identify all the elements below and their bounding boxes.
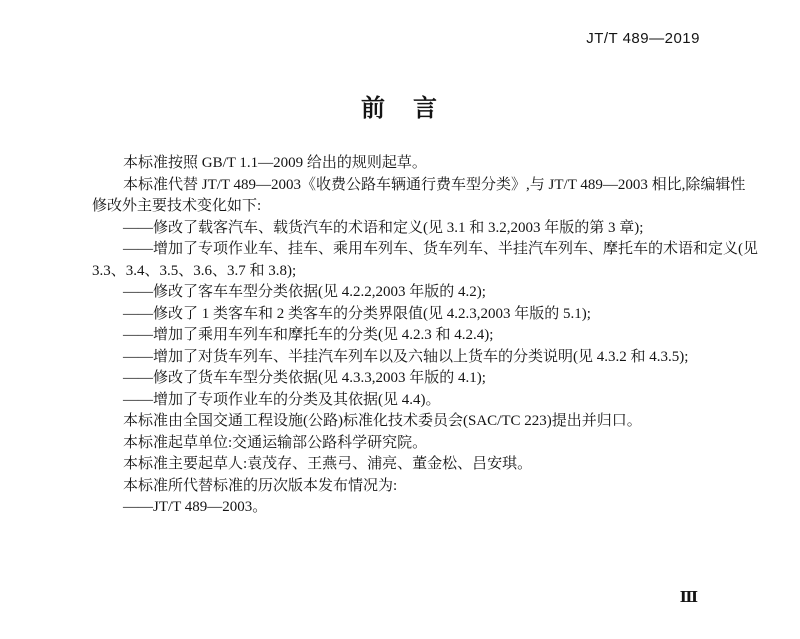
foreword-line: 本标准按照 GB/T 1.1—2009 给出的规则起草。	[123, 155, 427, 171]
foreword-line: ——修改了货车车型分类依据(见 4.3.3,2003 年版的 4.1);	[123, 370, 486, 386]
page-title: 前 言	[361, 95, 439, 122]
foreword-line: ——修改了客车车型分类依据(见 4.2.2,2003 年版的 4.2);	[123, 284, 486, 300]
foreword-line: ——增加了乘用车列车和摩托车的分类(见 4.2.3 和 4.2.4);	[123, 327, 494, 343]
foreword-line: ——JT/T 489—2003。	[123, 499, 268, 515]
foreword-line: 本标准起草单位:交通运输部公路科学研究院。	[123, 434, 428, 451]
foreword-line: ——增加了专项作业车的分类及其依据(见 4.4)。	[123, 391, 441, 408]
foreword-line: ——修改了载客汽车、载货汽车的术语和定义(见 3.1 和 3.2,2003 年版的第 3 章);	[123, 219, 644, 236]
foreword-line: 本标准由全国交通工程设施(公路)标准化技术委员会(SAC/TC 223)提出并归口。	[123, 413, 642, 429]
foreword-line: 本标准主要起草人:袁茂存、王燕弓、浦亮、董金松、吕安琪。	[123, 456, 533, 472]
foreword-line: 修改外主要技术变化如下:	[92, 198, 262, 214]
foreword-line: ——增加了对货车列车、半挂汽车列车以及六轴以上货车的分类说明(见 4.3.2 和 4.3.5);	[123, 348, 689, 365]
foreword-body	[92, 153, 758, 519]
foreword-line: ——增加了专项作业车、挂车、乘用车列车、货车列车、半挂汽车列车、摩托车的术语和定义(见	[123, 241, 758, 257]
standard-number: JT/T 489—2019	[586, 30, 700, 47]
page-number: Ⅲ	[679, 590, 698, 606]
foreword-line: 本标准代替 JT/T 489—2003《收费公路车辆通行费车型分类》,与 JT/T 489—2003 相比,除编辑性	[123, 176, 746, 193]
foreword-line: ——修改了 1 类客车和 2 类客车的分类界限值(见 4.2.3,2003 年版的 5.1);	[123, 305, 591, 322]
foreword-line: 3.3、3.4、3.5、3.6、3.7 和 3.8);	[92, 262, 297, 279]
foreword-line: 本标准所代替标准的历次版本发布情况为:	[123, 477, 398, 494]
